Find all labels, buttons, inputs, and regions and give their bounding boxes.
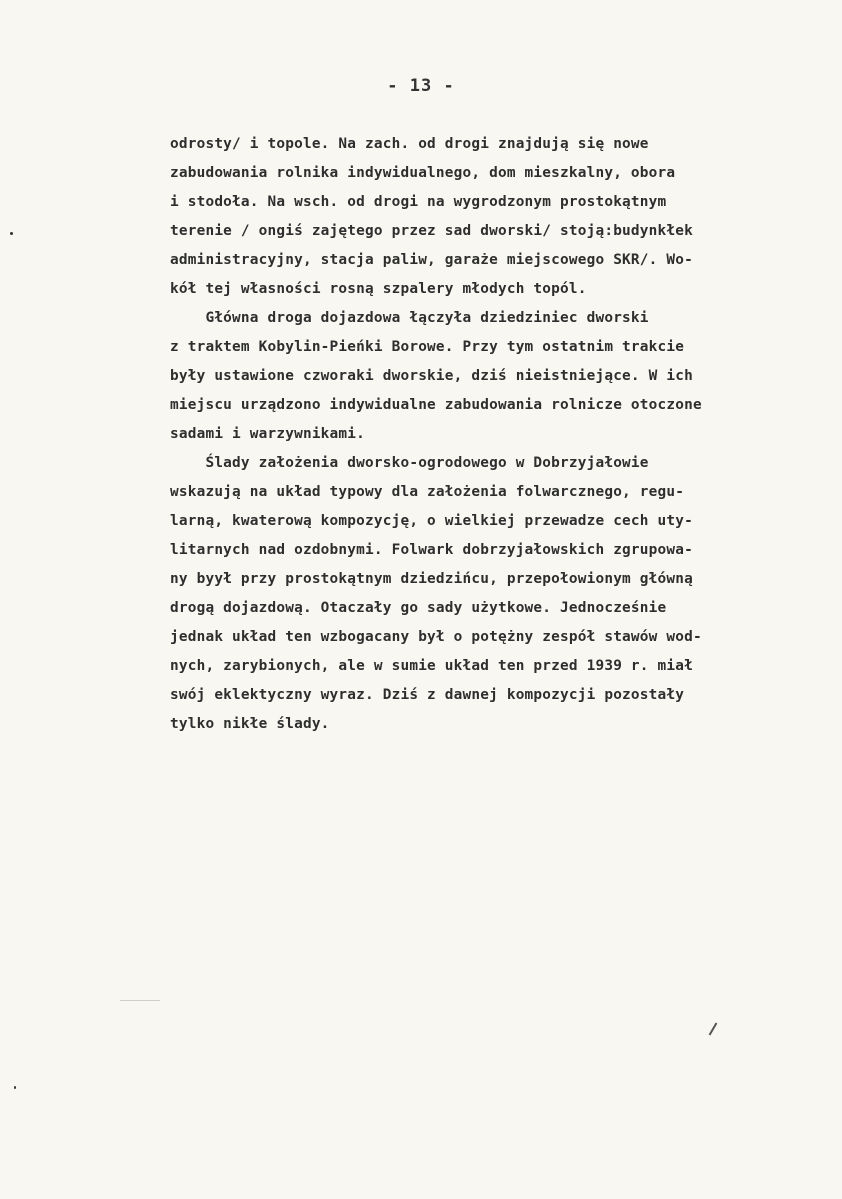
text-line: swój eklektyczny wyraz. Dziś z dawnej kompozycji pozostały [170,687,685,703]
text-line: litarnych nad ozdobnymi. Folwark dobrzyjałowskich zgrupowa- [170,542,693,558]
text-line: miejscu urządzono indywidualne zabudowania rolnicze otoczone [170,397,702,413]
text-line: kół tej własności rosną szpalery młodych topól. [170,281,587,297]
page-number: - 13 - [387,76,455,96]
scan-speck [10,232,13,235]
scan-mark [120,1000,160,1001]
text-line: tylko nikłe ślady. [170,716,330,732]
text-line: Główna droga dojazdowa łączyła dziedziniec dworski [170,310,649,326]
body-text [170,130,790,739]
text-line: nych, zarybionych, ale w sumie układ ten przed 1939 r. miał [170,658,693,674]
text-line: zabudowania rolnika indywidualnego, dom mieszkalny, obora [170,165,676,181]
text-line: odrosty/ i topole. Na zach. od drogi znajdują się nowe [170,136,649,152]
text-line: były ustawione czworaki dworskie, dziś nieistniejące. W ich [170,368,693,384]
scan-mark [709,1022,718,1035]
text-line: larną, kwaterową kompozycję, o wielkiej przewadze cech uty- [170,513,693,529]
text-line: i stodoła. Na wsch. od drogi na wygrodzonym prostokątnym [170,194,667,210]
text-line: terenie / ongiś zajętego przez sad dworski/ stoją:budynkłek [170,223,693,239]
text-line: Ślady założenia dworsko-ogrodowego w Dobrzyjałowie [170,455,649,471]
text-line: administracyjny, stacja paliw, garaże miejscowego SKR/. Wo- [170,252,693,268]
text-line: drogą dojazdową. Otaczały go sady użytkowe. Jednocześnie [170,600,667,616]
text-line: z traktem Kobylin-Pieńki Borowe. Przy tym ostatnim trakcie [170,339,685,355]
text-line: wskazują na układ typowy dla założenia folwarcznego, regu- [170,484,685,500]
text-line: ny byył przy prostokątnym dziedzińcu, przepołowionym główną [170,571,693,587]
text-line: sadami i warzywnikami. [170,426,366,442]
scan-speck [14,1086,16,1089]
text-line: jednak układ ten wzbogacany był o potężny zespół stawów wod- [170,629,702,645]
